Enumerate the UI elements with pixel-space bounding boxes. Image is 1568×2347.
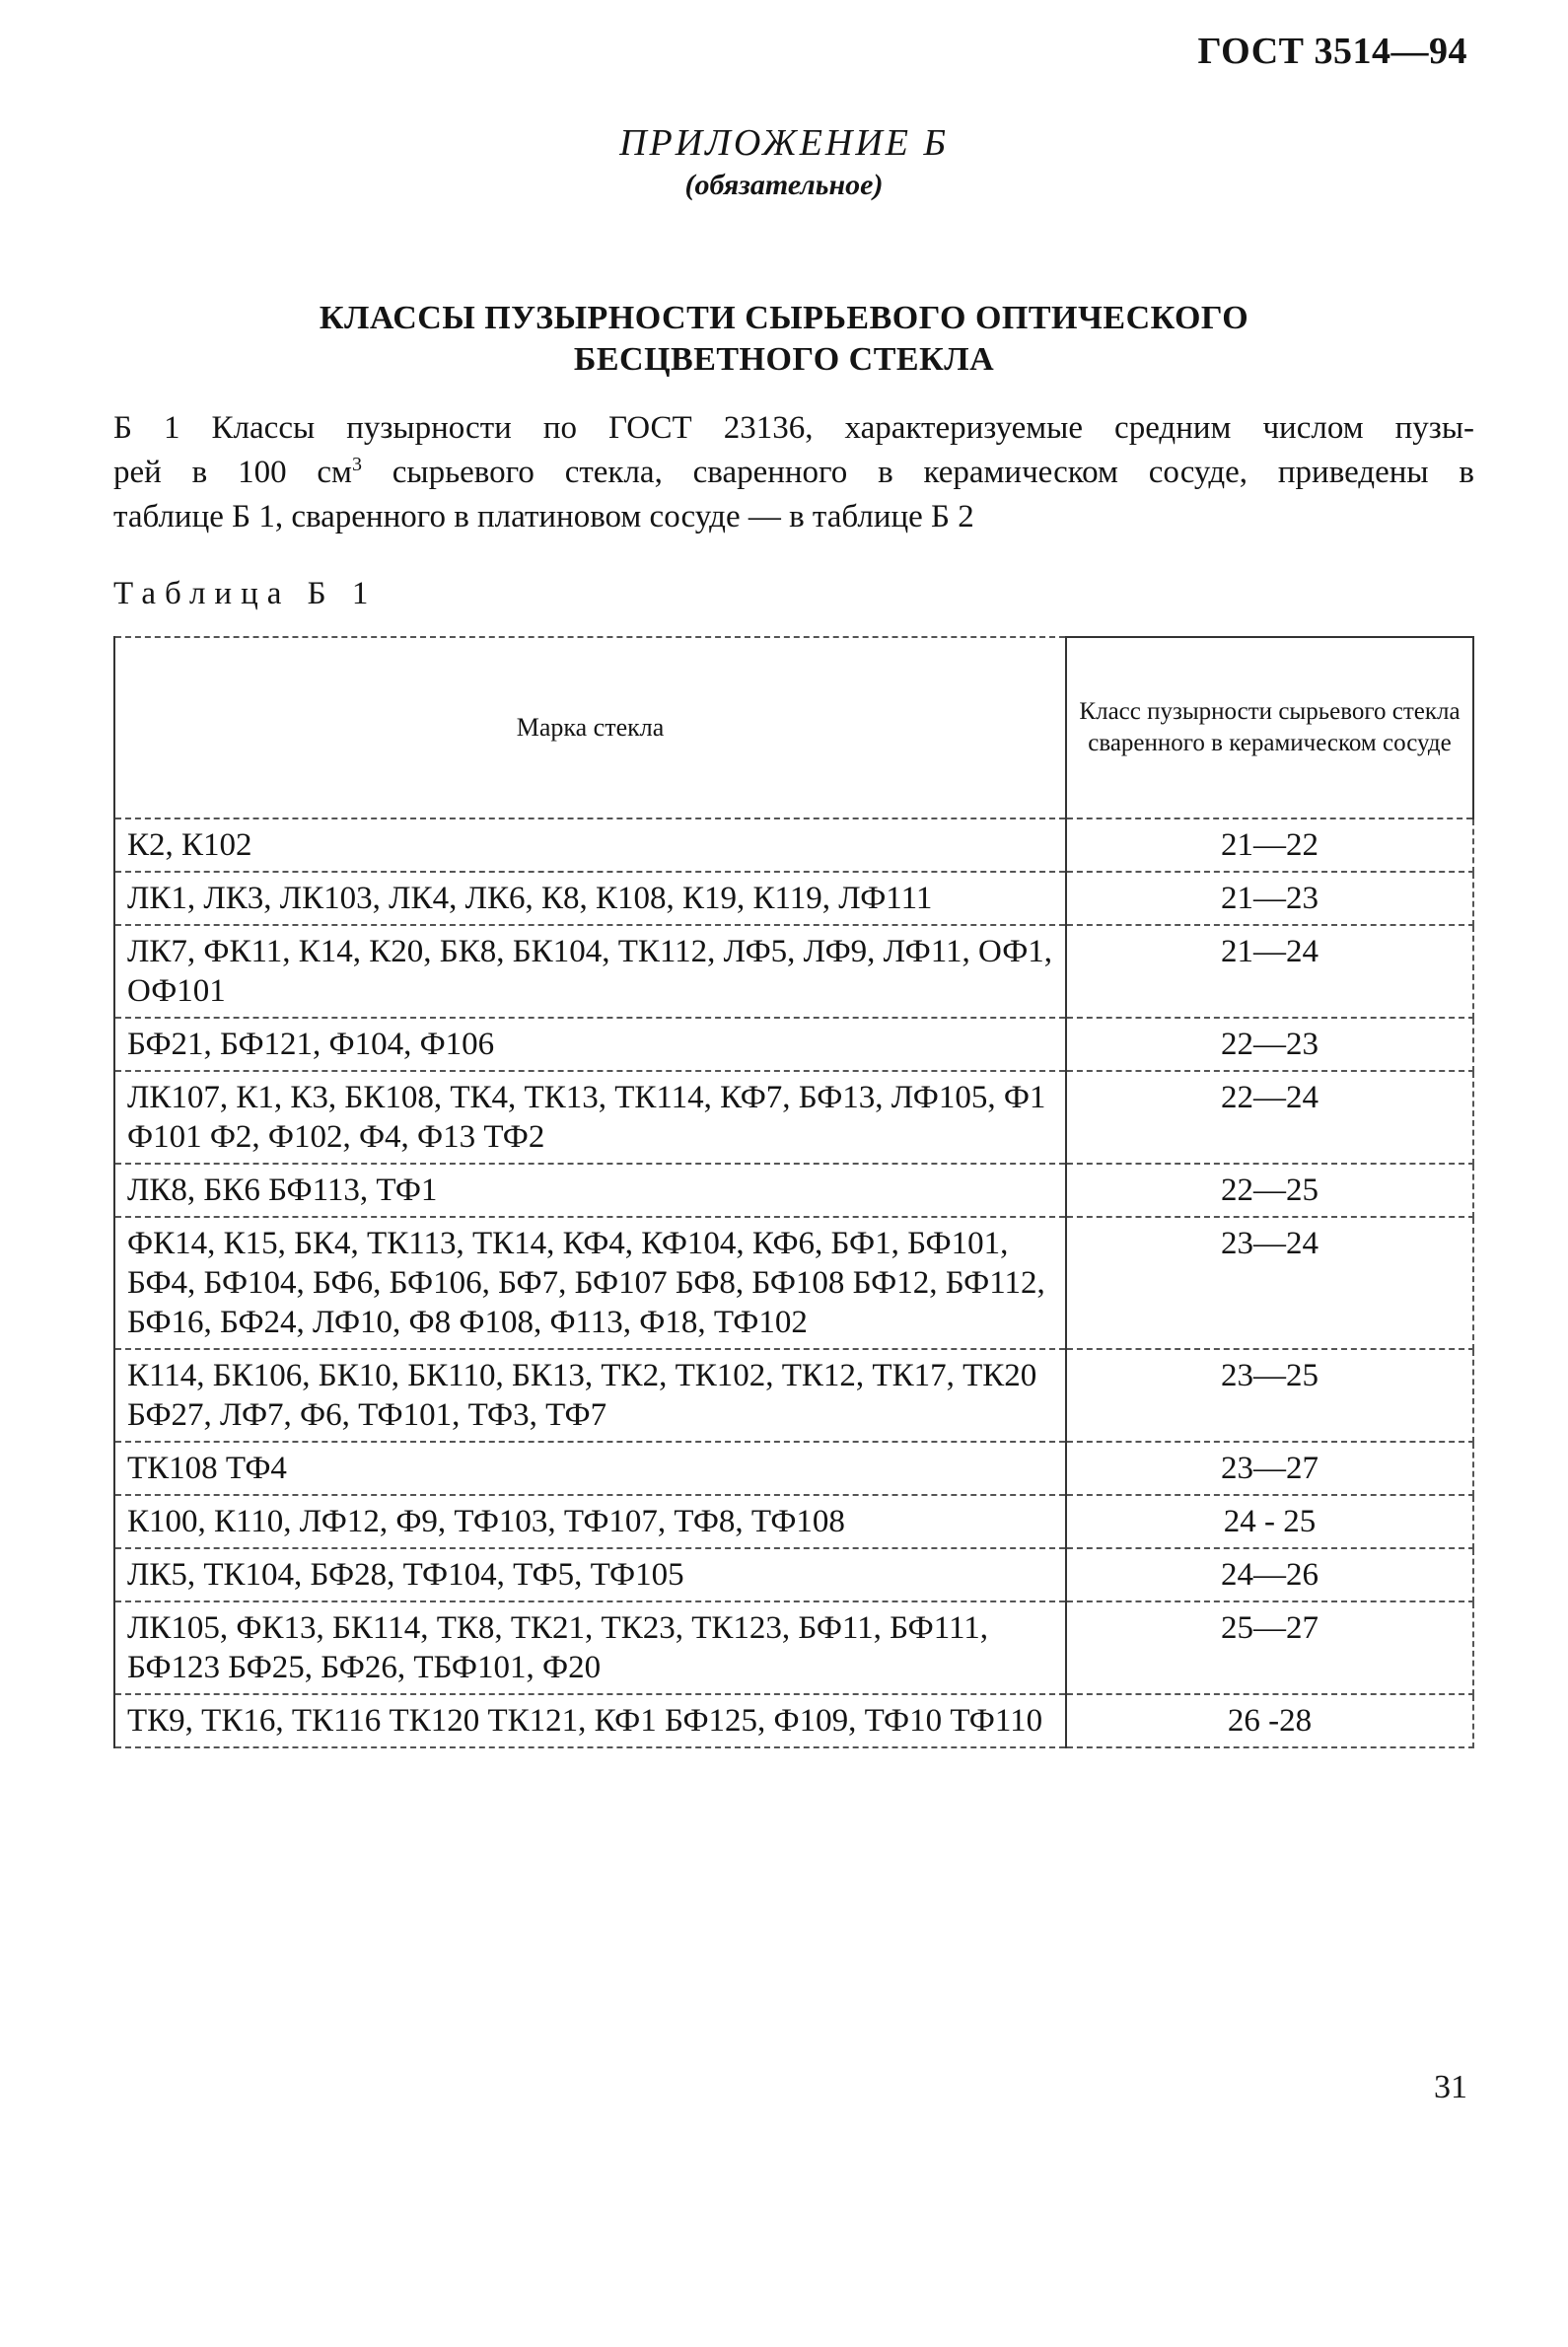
bubble-class-cell: 23—24 — [1066, 1217, 1473, 1349]
glass-grades-cell: ЛК107, К1, К3, БК108, ТК4, ТК13, ТК114, КФ7, БФ13, ЛФ105, Ф1 Ф101 Ф2, Ф102, Ф4, Ф13 ТФ2 — [114, 1071, 1066, 1164]
table-row — [114, 1164, 1473, 1217]
bubble-class-cell: 22—23 — [1066, 1018, 1473, 1071]
bubble-class-cell: 22—25 — [1066, 1164, 1473, 1217]
glass-grades-cell: ЛК7, ФК11, К14, К20, БК8, БК104, ТК112, ЛФ5, ЛФ9, ЛФ11, ОФ1, ОФ101 — [114, 925, 1066, 1018]
table-row — [114, 1495, 1473, 1548]
bubble-class-cell: 21—24 — [1066, 925, 1473, 1018]
glass-grades-cell: К100, К110, ЛФ12, Ф9, ТФ103, ТФ107, ТФ8, ТФ108 — [114, 1495, 1066, 1548]
section-title — [0, 298, 1568, 381]
bubble-class-cell: 26 -28 — [1066, 1694, 1473, 1747]
bubble-class-cell: 24—26 — [1066, 1548, 1473, 1601]
paragraph-line-2-start: рей в 100 см — [113, 455, 352, 490]
header-glass-grade: Марка стекла — [114, 637, 1066, 818]
table-row — [114, 1442, 1473, 1495]
table-row — [114, 1349, 1473, 1442]
table-row — [114, 1018, 1473, 1071]
glass-grades-cell: БФ21, БФ121, Ф104, Ф106 — [114, 1018, 1066, 1071]
glass-grades-cell: ТК9, ТК16, ТК116 ТК120 ТК121, КФ1 БФ125, Ф109, ТФ10 ТФ110 — [114, 1694, 1066, 1747]
section-title-line-2: БЕСЦВЕТНОГО СТЕКЛА — [573, 341, 995, 378]
table-body — [114, 818, 1473, 1747]
glass-grades-cell: ЛК8, БК6 БФ113, ТФ1 — [114, 1164, 1066, 1217]
table-row — [114, 1548, 1473, 1601]
bubble-class-table-container — [113, 636, 1472, 1886]
glass-grades-cell: ЛК1, ЛК3, ЛК103, ЛК4, ЛК6, К8, К108, К19, К119, ЛФ111 — [114, 872, 1066, 925]
table-label: Таблица Б 1 — [113, 576, 378, 611]
bubble-class-cell: 21—22 — [1066, 818, 1473, 872]
paragraph-line-2-end: сырьевого стекла, сваренного в керамическом сосуде, приведены в — [361, 455, 1474, 490]
bubble-class-cell: 25—27 — [1066, 1601, 1473, 1694]
bubble-class-cell: 23—27 — [1066, 1442, 1473, 1495]
table-row — [114, 1071, 1473, 1164]
table-row — [114, 872, 1473, 925]
page-number: 31 — [1434, 2069, 1467, 2105]
glass-grades-cell: ЛК5, ТК104, БФ28, ТФ104, ТФ5, ТФ105 — [114, 1548, 1066, 1601]
intro-paragraph — [113, 406, 1474, 539]
table-row — [114, 925, 1473, 1018]
document-number: ГОСТ 3514—94 — [1197, 31, 1467, 72]
glass-grades-cell: ТК108 ТФ4 — [114, 1442, 1066, 1495]
paragraph-line-3: таблице Б 1, сваренного в платиновом сосуде — в таблице Б 2 — [113, 499, 974, 534]
bubble-class-cell: 21—23 — [1066, 872, 1473, 925]
glass-grades-cell: К114, БК106, БК10, БК110, БК13, ТК2, ТК102, ТК12, ТК17, ТК20 БФ27, ЛФ7, Ф6, ТФ101, ТФ3, ТФ7 — [114, 1349, 1066, 1442]
paragraph-line-2 — [113, 451, 1474, 495]
table-row — [114, 1601, 1473, 1694]
table-header-row — [114, 637, 1473, 818]
table-row — [114, 1694, 1473, 1747]
table-row — [114, 818, 1473, 872]
glass-grades-cell: ЛК105, ФК13, БК114, ТК8, ТК21, ТК23, ТК123, БФ11, БФ111, БФ123 БФ25, БФ26, ТБФ101, Ф20 — [114, 1601, 1066, 1694]
paragraph-line-1: Б 1 Классы пузырности по ГОСТ 23136, характеризуемые средним числом пузы- — [113, 410, 1474, 446]
glass-grades-cell: К2, К102 — [114, 818, 1066, 872]
glass-grades-cell: ФК14, К15, БК4, ТК113, ТК14, КФ4, КФ104, КФ6, БФ1, БФ101, БФ4, БФ104, БФ6, БФ106, БФ7, БФ107 БФ8, БФ108 БФ12, БФ112, БФ16, БФ24, ЛФ10, Ф8 Ф108, Ф113, Ф18, ТФ102 — [114, 1217, 1066, 1349]
section-title-line-1: КЛАССЫ ПУЗЫРНОСТИ СЫРЬЕВОГО ОПТИЧЕСКОГО — [319, 300, 1249, 336]
bubble-class-cell: 22—24 — [1066, 1071, 1473, 1164]
header-bubble-class: Класс пузырности сырьевого стекла сваренного в керамическом сосуде — [1066, 637, 1473, 818]
superscript-exponent: 3 — [351, 454, 362, 475]
bubble-class-cell: 24 - 25 — [1066, 1495, 1473, 1548]
bubble-class-cell: 23—25 — [1066, 1349, 1473, 1442]
appendix-subtitle: (обязательное) — [684, 169, 884, 201]
appendix-title: ПРИЛОЖЕНИЕ Б — [619, 122, 949, 164]
table-row — [114, 1217, 1473, 1349]
appendix-heading — [0, 120, 1568, 205]
bubble-class-table — [113, 636, 1474, 1748]
